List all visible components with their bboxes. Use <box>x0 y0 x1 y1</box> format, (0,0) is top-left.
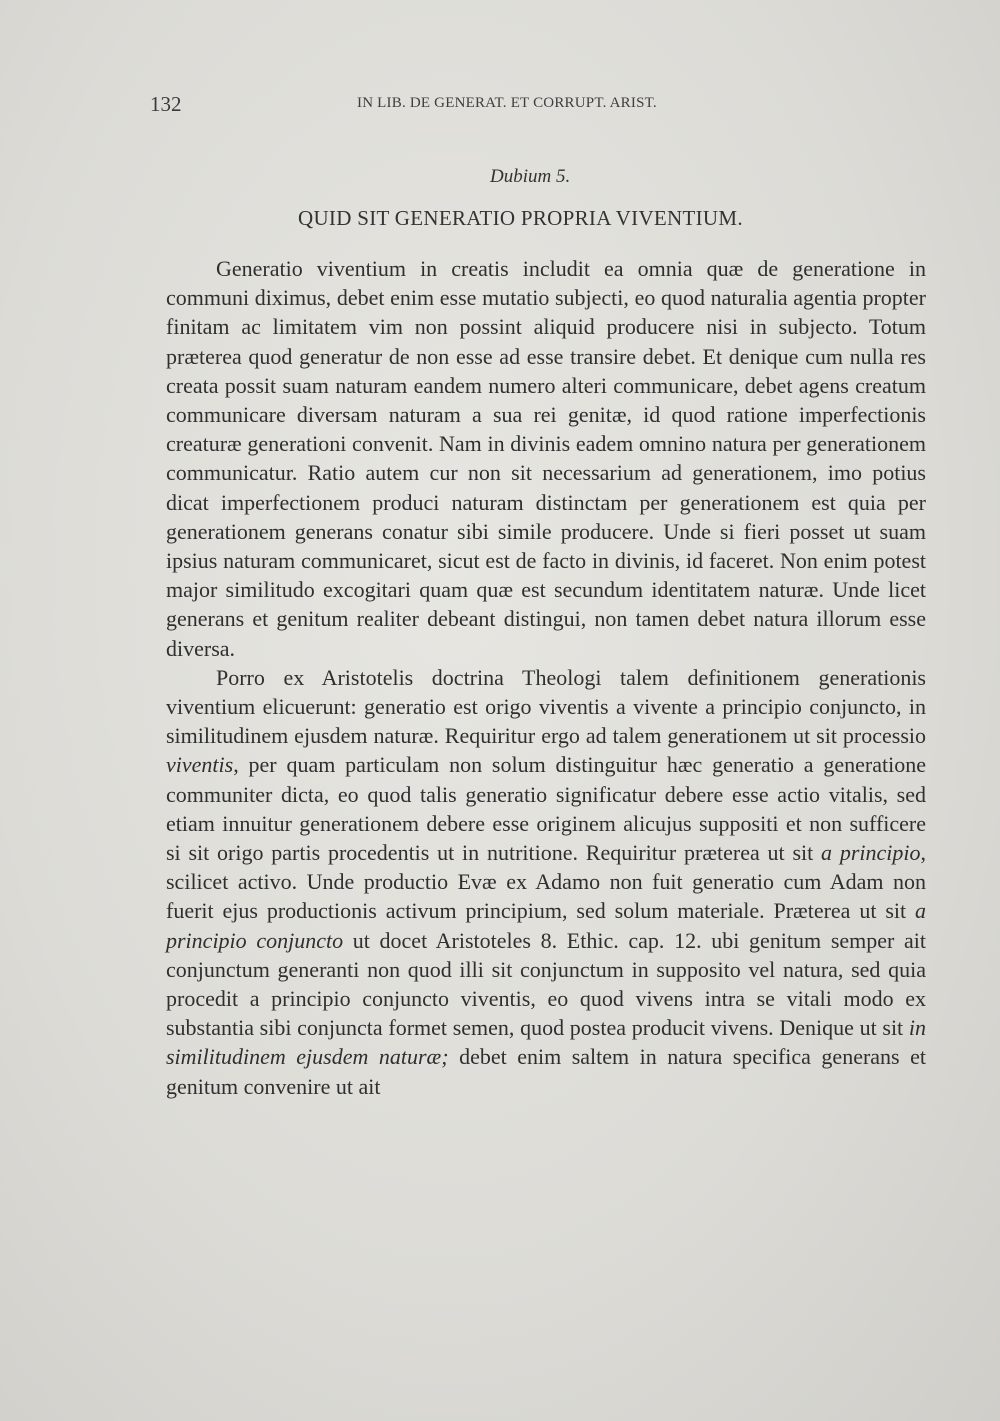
page-number: 132 <box>150 92 182 116</box>
paragraph-2-text-2: , per quam particulam non solum distinguitur hæc generatio a generatione communiter dicta, eo quod talis generatio significatur debere esse actio vitalis, sed etiam innuitur generationem debere esse originem alicujus suppositi et non sufficere si sit origo partis procedentis ut in nutritione. Requiritur præterea ut sit <box>166 752 926 866</box>
page-header <box>150 92 930 116</box>
italic-phrase-a-principio-conjuncto: a principio conjuncto <box>166 898 926 953</box>
italic-phrase-a-principio: a principio <box>821 840 921 866</box>
paragraph-2-text-1: Porro ex Aristotelis doctrina Theologi talem definitionem generationis viventium elicuerunt: generatio est origo viventis a vivente a principio conjuncto, in similitudinem ejusdem naturæ. Requiritur ergo ad talem generationem ut sit processio <box>166 664 926 749</box>
paragraph-1: Generatio viventium in creatis includit ea omnia quæ de generatione in communi diximus, debet enim esse mutatio subjecti, eo quod naturalia agentia propter finitam ac limitatem vim non possint aliquid producere nisi in subjecto. Totum præterea quod generatur de non esse ad esse transire debet. Et denique cum nulla res creata possit suam naturam eandem numero alteri communicare, debet agens creatum communicare diversam naturam a sua rei genitæ, id quod ratione imperfectionis creaturæ generationi convenit. Nam in divinis eadem omnino natura per generationem communicatur. Ratio autem cur non sit necessarium ad generationem, imo potius dicat imperfectionem produci naturam distinctam per generationem est quia per generationem generans conatur sibi simile producere. Unde si fieri posset ut suam ipsius naturam communicaret, sicut est de facto in divinis, id faceret. Non enim potest major similitudo excogitari quam quæ est secundum identitatem naturæ. Unde licet generans et genitum realiter debeant distingui, non tamen debet natura illorum esse diversa. <box>166 256 926 661</box>
italic-phrase-in-similitudinem: in similitudinem ejusdem naturæ; <box>166 1015 926 1070</box>
running-head: IN LIB. DE GENERAT. ET CORRUPT. ARIST. <box>357 95 657 111</box>
paragraph-2-text-4: ut docet Aristoteles 8. Ethic. cap. 12. ubi genitum semper ait conjunctum generanti non quod illi sit conjunctum in supposito vel natura, sed quia procedit a principio conjuncto viventis, eo quod vivens intra se vitali modo ex substantia sibi conjuncta formet semen, quod postea producit vivens. Denique ut sit <box>166 927 927 1041</box>
paragraph-2 <box>166 663 926 1101</box>
italic-phrase-viventis: viventis <box>166 752 234 778</box>
paragraph-2-text-3: , scilicet activo. Unde productio Evæ ex Adamo non fuit generatio cum Adam non fuerit ejus productionis activum principium, sed solum materiale. Præterea ut sit <box>166 840 926 924</box>
body-text <box>166 254 926 1101</box>
section-title: QUID SIT GENERATIO PROPRIA VIVENTIUM. <box>298 206 743 230</box>
dubium-heading: Dubium 5. <box>490 166 571 187</box>
paragraph-2-text-5: debet enim saltem in natura specifica generans et genitum convenire ut ait <box>166 1044 926 1099</box>
